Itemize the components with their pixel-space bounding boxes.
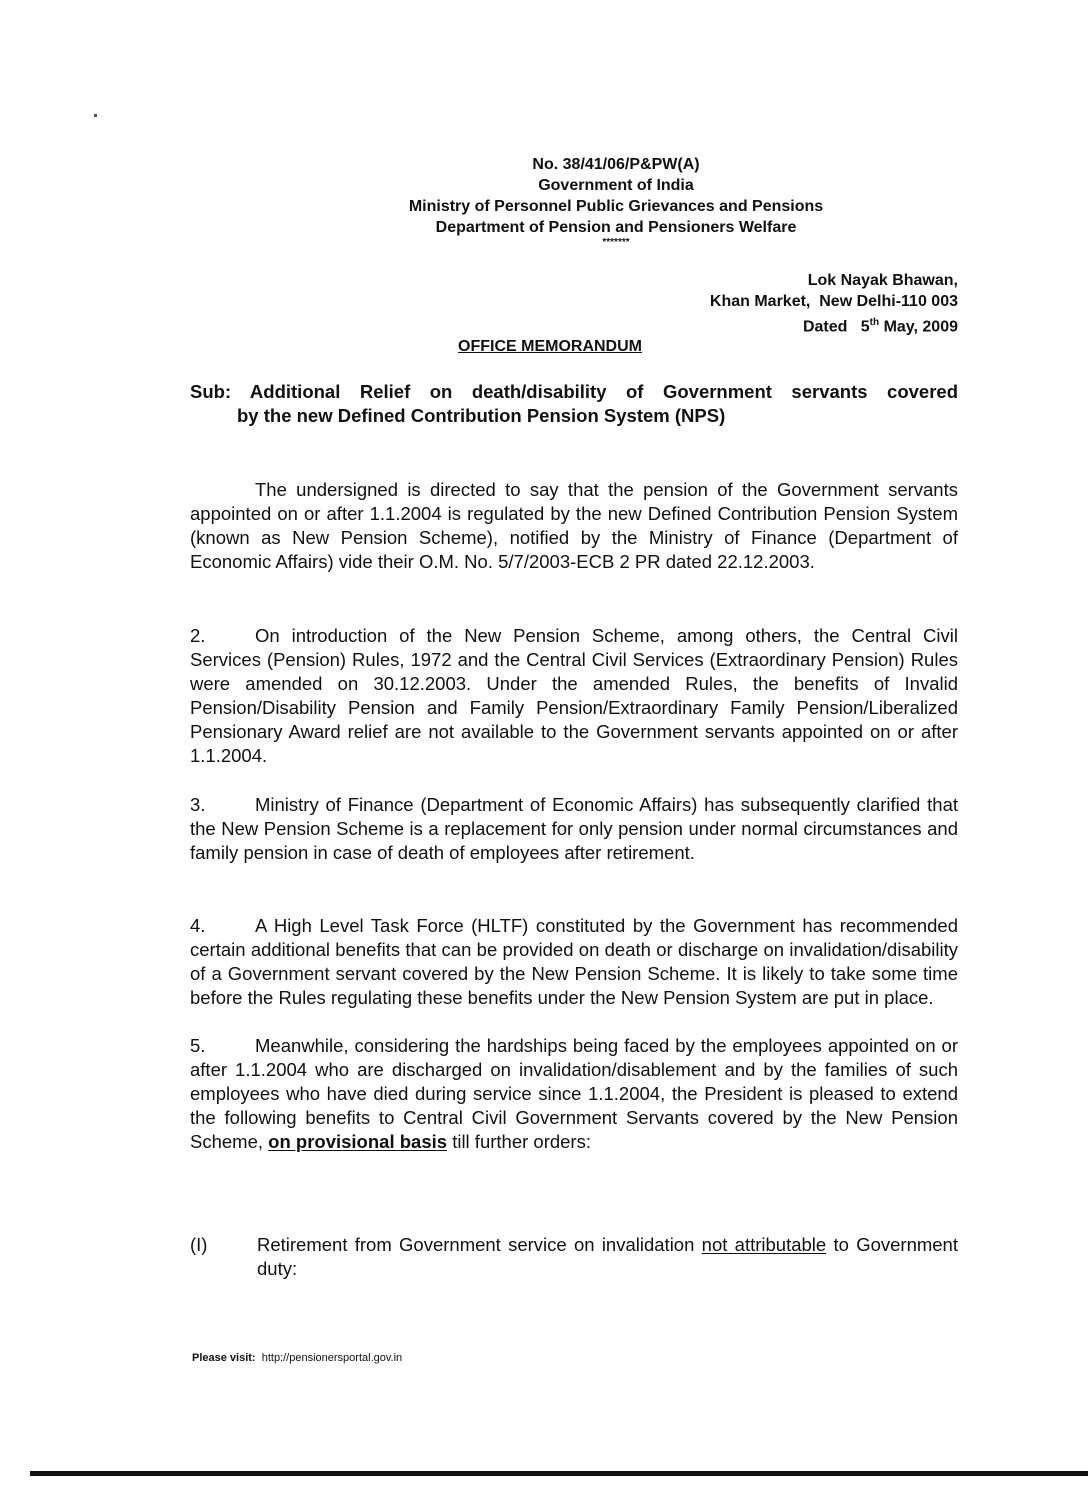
subject-line-2: by the new Defined Contribution Pension System (NPS) xyxy=(237,405,726,426)
item-underlined: not attributable xyxy=(701,1234,827,1255)
scan-speck xyxy=(94,114,97,117)
subject-line-1: Sub: Additional Relief on death/disability of Government servants covered xyxy=(190,381,958,402)
paragraph-2 xyxy=(190,624,958,768)
paragraph-1 xyxy=(190,478,958,574)
ministry-name: Ministry of Personnel Public Grievances and Pensions xyxy=(408,198,824,215)
paragraph-text: The undersigned is directed to say that the pension of the Government servants appointed on or after 1.1.2004 is regulated by the new Defined Contribution Pension System (known as New Pension Scheme), notified by the Ministry of Finance (Department of Economic Affairs) vide their O.M. No. 5/7/2003-ECB 2 PR dated 22.12.2003. xyxy=(190,479,958,572)
footer xyxy=(192,1352,402,1364)
government-name: Government of India xyxy=(538,177,694,194)
department-name: Department of Pension and Pensioners Welfare xyxy=(435,219,797,236)
dated-label: Dated xyxy=(802,318,848,336)
paragraph-3 xyxy=(190,793,958,865)
item-text-before: Retirement from Government service on invalidation xyxy=(257,1234,695,1255)
date-suffix: th xyxy=(869,317,880,328)
separator-stars: ******* xyxy=(602,237,630,248)
letterhead xyxy=(0,154,1088,248)
date-line xyxy=(710,312,958,337)
subject xyxy=(190,380,958,428)
footer-link[interactable]: http://pensionersportal.gov.in xyxy=(261,1352,403,1364)
paragraph-text: On introduction of the New Pension Scheme, among others, the Central Civil Services (Pension) Rules, 1972 and the Central Civil Services (Extraordinary Pension) Rules were amended on 30.12.2003. Under the amended Rules, the benefits of Invalid Pension/Disability Pension and Family Pension/Extraordinary Family Pension/Liberalized Pensionary Award relief are not available to the Government servants appointed on or after 1.1.2004. xyxy=(190,625,958,766)
paragraph-number: 5. xyxy=(190,1035,206,1056)
paragraph-tail: till further orders: xyxy=(452,1131,591,1152)
reference-number: No. 38/41/06/P&PW(A) xyxy=(532,156,700,173)
address-block xyxy=(710,270,958,337)
item-text-after: to Government duty: xyxy=(257,1234,958,1279)
item-text xyxy=(257,1233,958,1281)
provisional-basis-emphasis: on provisional basis xyxy=(268,1131,448,1152)
paragraph-text: A High Level Task Force (HLTF) constituted by the Government has recommended certain additional benefits that can be provided on death or discharge on invalidation/disability of a Government servant covered by the New Pension Scheme. It is likely to take some time before the Rules regulating these benefits under the New Pension System are put in place. xyxy=(190,915,958,1008)
memo-title: OFFICE MEMORANDUM xyxy=(458,338,642,355)
paragraph-number: 4. xyxy=(190,915,206,936)
paragraph-5 xyxy=(190,1034,958,1154)
paragraph-text: Meanwhile, considering the hardships being faced by the employees appointed on or after 1.1.2004 who are discharged on invalidation/disablement and by the families of such employees who have died during service since 1.1.2004, the President is pleased to extend the following benefits to Central Civil Government Servants covered by the New Pension Scheme, xyxy=(190,1035,958,1152)
date-rest: May, 2009 xyxy=(883,318,958,336)
address-line-1: Lok Nayak Bhawan, xyxy=(807,272,958,289)
paragraph-number: 2. xyxy=(190,625,206,646)
paragraph-text: Ministry of Finance (Department of Economic Affairs) has subsequently clarified that the New Pension Scheme is a replacement for only pension under normal circumstances and family pension in case of death of employees after retirement. xyxy=(190,794,958,863)
bottom-rule xyxy=(30,1471,1088,1476)
list-item xyxy=(190,1233,958,1281)
paragraph-4 xyxy=(190,914,958,1010)
item-label: (I) xyxy=(190,1234,208,1255)
paragraph-number: 3. xyxy=(190,794,206,815)
address-line-2: Khan Market, New Delhi-110 003 xyxy=(709,293,958,310)
date-day: 5 xyxy=(860,318,870,336)
footer-label: Please visit: xyxy=(192,1352,256,1364)
